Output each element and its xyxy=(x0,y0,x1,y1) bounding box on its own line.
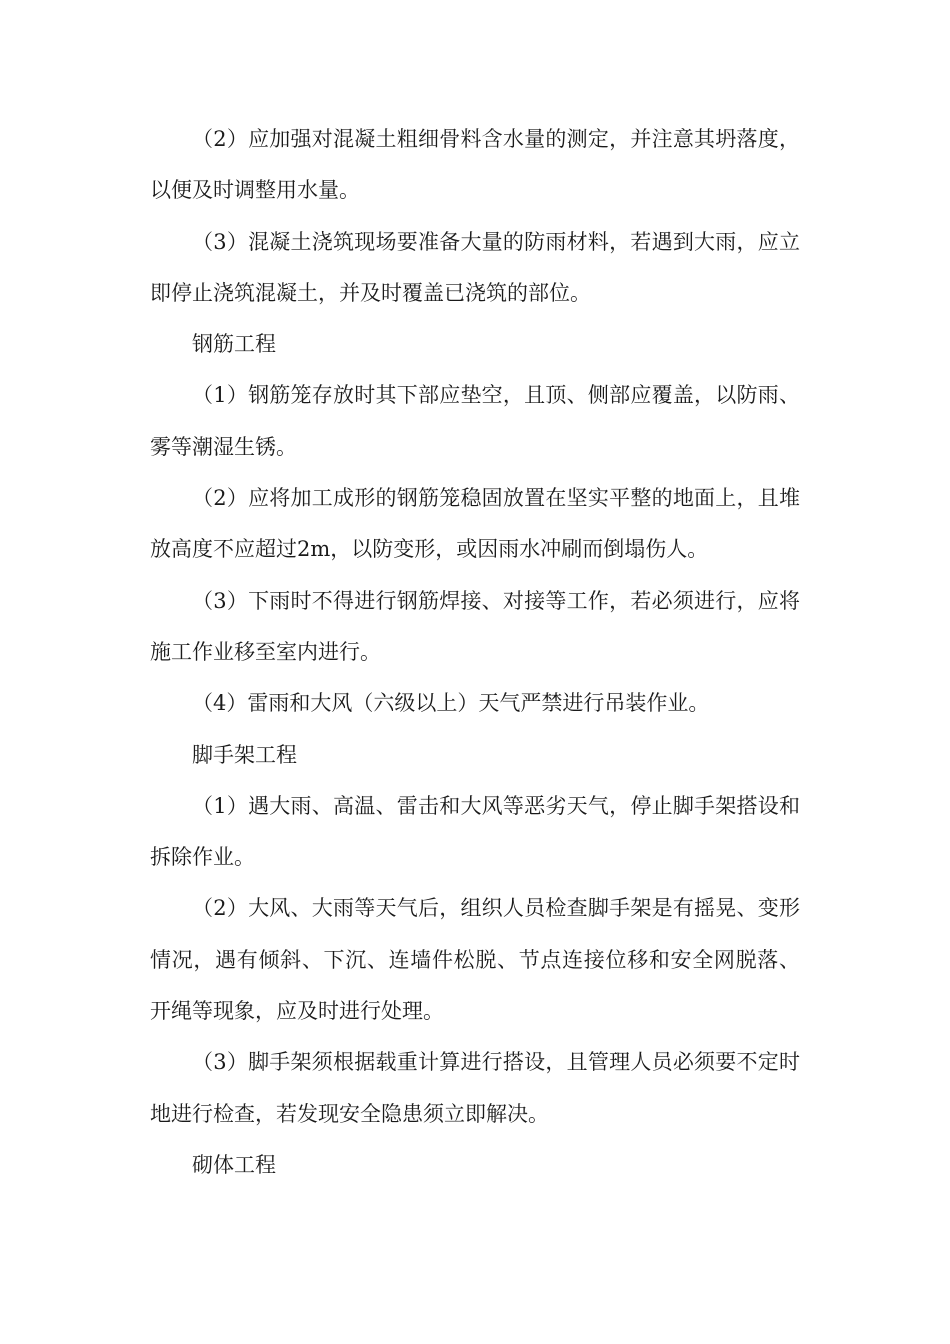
document-body xyxy=(150,114,800,1191)
paragraph-rebar-1: （1）钢筋笼存放时其下部应垫空，且顶、侧部应覆盖，以防雨、雾等潮湿生锈。 xyxy=(150,383,800,459)
paragraph-rebar-3: （3）下雨时不得进行钢筋焊接、对接等工作，若必须进行，应将施工作业移至室内进行。 xyxy=(150,588,800,664)
section-heading-scaffold: 脚手架工程 xyxy=(192,742,297,767)
paragraph-scaffold-1: （1）遇大雨、高温、雷击和大风等恶劣天气，停止脚手架搭设和拆除作业。 xyxy=(150,793,800,870)
paragraph-concrete-2: （2）应加强对混凝土粗细骨料含水量的测定，并注意其坍落度，以便及时调整用水量。 xyxy=(150,127,800,203)
paragraph-rebar-2: （2）应将加工成形的钢筋笼稳固放置在坚实平整的地面上，且堆放高度不应超过2m，以防变形，或因雨水冲刷而倒塌伤人。 xyxy=(150,486,800,562)
paragraph-rebar-4: （4）雷雨和大风（六级以上）天气严禁进行吊装作业。 xyxy=(192,691,710,716)
section-heading-masonry: 砌体工程 xyxy=(192,1152,276,1177)
paragraph-concrete-3: （3）混凝土浇筑现场要准备大量的防雨材料，若遇到大雨，应立即停止浇筑混凝土，并及时覆盖已浇筑的部位。 xyxy=(150,229,800,305)
section-heading-rebar: 钢筋工程 xyxy=(192,332,276,357)
paragraph-scaffold-3: （3）脚手架须根据载重计算进行搭设，且管理人员必须要不定时地进行检查，若发现安全隐患须立即解决。 xyxy=(150,1050,800,1126)
paragraph-scaffold-2: （2）大风、大雨等天气后，组织人员检查脚手架是有摇晃、变形情况，遇有倾斜、下沉、连墙件松脱、节点连接位移和安全网脱落、开绳等现象，应及时进行处理。 xyxy=(150,896,800,1024)
